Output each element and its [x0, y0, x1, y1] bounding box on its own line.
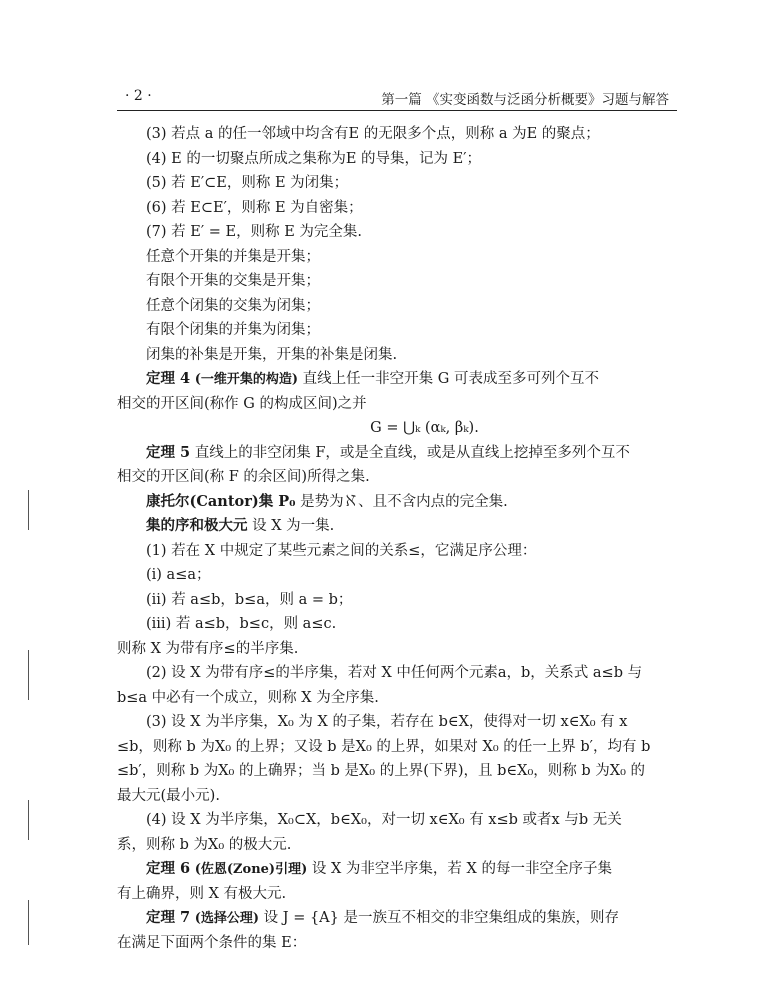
- text-line: (3) 设 X 为半序集，X₀ 为 X 的子集，若存在 b∈X，使得对一切 x∈X₀ 有 x: [146, 714, 628, 730]
- theorem-label: 定理 6: [146, 860, 191, 877]
- theorem-6: [117, 857, 672, 882]
- theorem-text: 设 X 为非空半序集，若 X 的每一非空全序子集: [311, 861, 612, 877]
- theorem-label: 定理 5: [146, 443, 191, 461]
- text-line: (4) 设 X 为半序集，X₀⊂X，b∈X₀，对一切 x∈X₀ 有 x≤b 或者x 与b 无关: [146, 812, 622, 828]
- text-line: 有上确界，则 X 有极大元.: [117, 885, 287, 902]
- text-line: (7) 若 E′ = E，则称 E 为完全集.: [146, 224, 362, 240]
- text-line: 有限个闭集的并集为闭集；: [146, 322, 320, 338]
- text-line: (iii) 若 a≤b，b≤c，则 a≤c.: [146, 616, 337, 632]
- text-line: 相交的开区间(称作 G 的构成区间)之并: [117, 395, 367, 412]
- definition-text: 是势为ℵ、且不含内点的完全集.: [300, 493, 508, 510]
- cantor-set-definition: [117, 490, 672, 515]
- theorem-label: 定理 4: [146, 370, 191, 387]
- text-line: 在满足下面两个条件的集 E：: [117, 934, 307, 951]
- text-line: (4) E 的一切聚点所成之集称为E 的导集，记为 E′；: [146, 150, 482, 167]
- page-body: [117, 122, 672, 955]
- text-line: (5) 若 E′⊂E，则称 E 为闭集；: [146, 175, 349, 191]
- text-line: 任意个闭集的交集为闭集；: [146, 297, 320, 314]
- text-line: b≤a 中必有一个成立，则称 X 为全序集.: [117, 689, 379, 706]
- text-line: (1) 若在 X 中规定了某些元素之间的关系≤，它满足序公理：: [146, 542, 537, 559]
- theorem-text: 设 J = {A} 是一族互不相交的非空集组成的集族，则存: [263, 910, 619, 926]
- page-number: · 2 ·: [125, 88, 152, 104]
- margin-mark: [28, 900, 29, 945]
- margin-mark: [28, 800, 29, 840]
- running-title: 第一篇 《实变函数与泛函分析概要》习题与解答: [381, 92, 669, 108]
- text-line: (3) 若点 a 的任一邻域中均含有E 的无限多个点，则称 a 为E 的聚点；: [146, 126, 600, 142]
- text-line: 最大元(最小元).: [117, 787, 220, 804]
- text-line: (2) 设 X 为带有序≤的半序集，若对 X 中任何两个元素a，b，关系式 a≤b 与: [146, 665, 643, 681]
- definition-text: 设 X 为一集.: [252, 518, 335, 534]
- theorem-7: [117, 906, 672, 931]
- theorem-name: (选择公理): [194, 911, 260, 926]
- theorem-name: (一维开集的构造): [194, 372, 299, 387]
- definition-label: 集的序和极大元: [146, 517, 248, 534]
- text-line: (6) 若 E⊂E′，则称 E 为自密集；: [146, 199, 363, 216]
- text-line: ≤b，则称 b 为X₀ 的上界；又设 b 是X₀ 的上界，如果对 X₀ 的任一上界 b′，均有 b: [117, 738, 651, 755]
- text-line: 任意个开集的并集是开集；: [146, 248, 320, 265]
- margin-mark: [28, 490, 29, 530]
- text-line: 相交的开区间(称 F 的余区间)所得之集.: [117, 469, 370, 485]
- text-line: 系，则称 b 为X₀ 的极大元.: [117, 836, 292, 853]
- formula: G = ⋃ₖ (αₖ, βₖ).: [370, 420, 479, 436]
- theorem-4: [117, 367, 672, 392]
- margin-mark: [28, 650, 29, 700]
- text-line: ≤b′，则称 b 为X₀ 的上确界；当 b 是X₀ 的上界(下界)，且 b∈X₀，则称 b 为X₀ 的: [117, 763, 646, 779]
- text-line: 有限个开集的交集是开集；: [146, 273, 320, 289]
- page-header: [117, 84, 677, 111]
- theorem-label: 定理 7: [146, 909, 191, 926]
- definition-label: 康托尔(Cantor)集 P₀: [146, 492, 296, 510]
- theorem-text: 直线上的非空闭集 F，或是全直线，或是从直线上挖掉至多列个互不: [194, 444, 630, 461]
- text-line: (ii) 若 a≤b，b≤a，则 a = b；: [146, 591, 353, 608]
- text-line: 则称 X 为带有序≤的半序集.: [117, 640, 299, 657]
- order-definition: [117, 514, 672, 539]
- text-line: 闭集的补集是开集，开集的补集是闭集.: [146, 346, 398, 363]
- theorem-name: (佐恩(Zone)引理): [194, 862, 308, 877]
- text-line: (i) a≤a；: [146, 567, 211, 583]
- theorem-text: 直线上任一非空开集 G 可表成至多可列个互不: [302, 371, 599, 387]
- theorem-5: [117, 441, 672, 466]
